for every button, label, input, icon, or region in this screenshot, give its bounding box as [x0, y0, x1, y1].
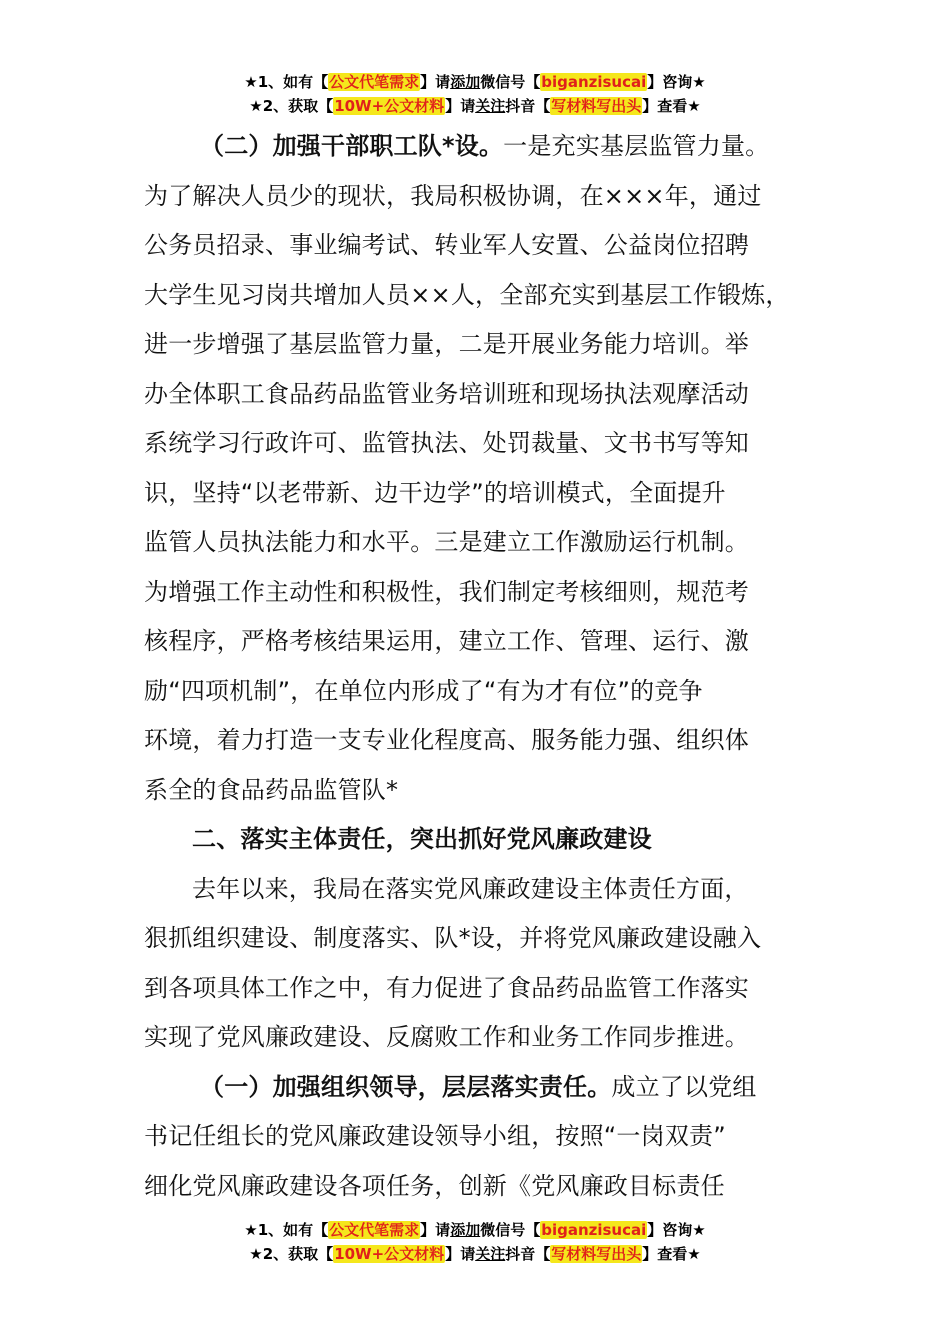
text-line: 办全体职工食品药品监管业务培训班和现场执法观摩活动	[144, 379, 749, 408]
text-line: 狠抓组织建设、制度落实、队*设，并将党风廉政建设融入	[144, 924, 762, 952]
text-line: 细化党风廉政建设各项任务，创新《党风廉政目标责任	[144, 1171, 725, 1200]
text-line: 实现了党风廉政建设、反腐败工作和业务工作同步推进。	[144, 1023, 749, 1051]
text-line: 系全的食品药品监管队*	[144, 775, 399, 804]
highlight-wechat-id: biganzisucai	[541, 73, 647, 91]
highlight-service: 公文代笔需求	[329, 73, 420, 91]
highlight-douyin: 写材料写出头	[551, 1245, 642, 1263]
text-line: 到各项具体工作之中，有力促进了食品药品监管工作落实	[144, 973, 749, 1002]
promo-banner-top	[0, 70, 950, 118]
text-line: 励“四项机制”，在单位内形成了“有为才有位”的竞争	[144, 676, 703, 705]
promo-line-1: ★1、如有【公文代笔需求】请添加微信号【biganzisucai】咨询★	[244, 1221, 706, 1239]
text-line: 核程序，严格考核结果运用，建立工作、管理、运行、激	[144, 627, 749, 655]
highlight-service: 公文代笔需求	[329, 1221, 420, 1239]
text-line: 书记任组长的党风廉政建设领导小组，按照“一岗双责”	[144, 1122, 726, 1150]
paragraph-2-first-line: 去年以来，我局在落实党风廉政建设主体责任方面，	[192, 874, 749, 903]
paragraph-3-first-line: （一）加强组织领导，层层落实责任。成立了以党组	[200, 1072, 757, 1101]
subheading-cadre-team: （二）加强干部职工队*设。	[200, 132, 504, 160]
paragraph-1-first-line: （二）加强干部职工队*设。一是充实基层监管力量。	[200, 132, 770, 160]
section-heading: 二、落实主体责任，突出抓好党风廉政建设	[192, 825, 652, 853]
highlight-materials: 10W+公文材料	[334, 1245, 445, 1263]
document-body	[144, 122, 812, 1211]
text-line: 监管人员执法能力和水平。三是建立工作激励运行机制。	[144, 528, 749, 556]
text-line: 系统学习行政许可、监管执法、处罚裁量、文书书写等知	[144, 429, 749, 457]
promo-line-2: ★2、获取【10W+公文材料】请关注抖音【写材料写出头】查看★	[249, 1245, 701, 1263]
text-line: 公务员招录、事业编考试、转业军人安置、公益岗位招聘	[144, 231, 749, 259]
promo-line-1: ★1、如有【公文代笔需求】请添加微信号【biganzisucai】咨询★	[244, 73, 706, 91]
text-line: 环境，着力打造一支专业化程度高、服务能力强、组织体	[144, 726, 749, 754]
text-line: 为增强工作主动性和积极性，我们制定考核细则，规范考	[144, 577, 749, 606]
promo-banner-bottom	[0, 1218, 950, 1266]
promo-line-2: ★2、获取【10W+公文材料】请关注抖音【写材料写出头】查看★	[249, 97, 701, 115]
highlight-douyin: 写材料写出头	[551, 97, 642, 115]
text-line: 为了解决人员少的现状，我局积极协调，在×××年，通过	[144, 181, 762, 210]
text-line: 大学生见习岗共增加人员××人，全部充实到基层工作锻炼，	[144, 280, 790, 309]
text-line: 识，坚持“以老带新、边干边学”的培训模式，全面提升	[144, 478, 726, 507]
highlight-wechat-id: biganzisucai	[541, 1221, 647, 1239]
subheading-organization: （一）加强组织领导，层层落实责任。	[200, 1072, 612, 1101]
text-line: 进一步增强了基层监管力量，二是开展业务能力培训。举	[144, 330, 749, 358]
highlight-materials: 10W+公文材料	[334, 97, 445, 115]
